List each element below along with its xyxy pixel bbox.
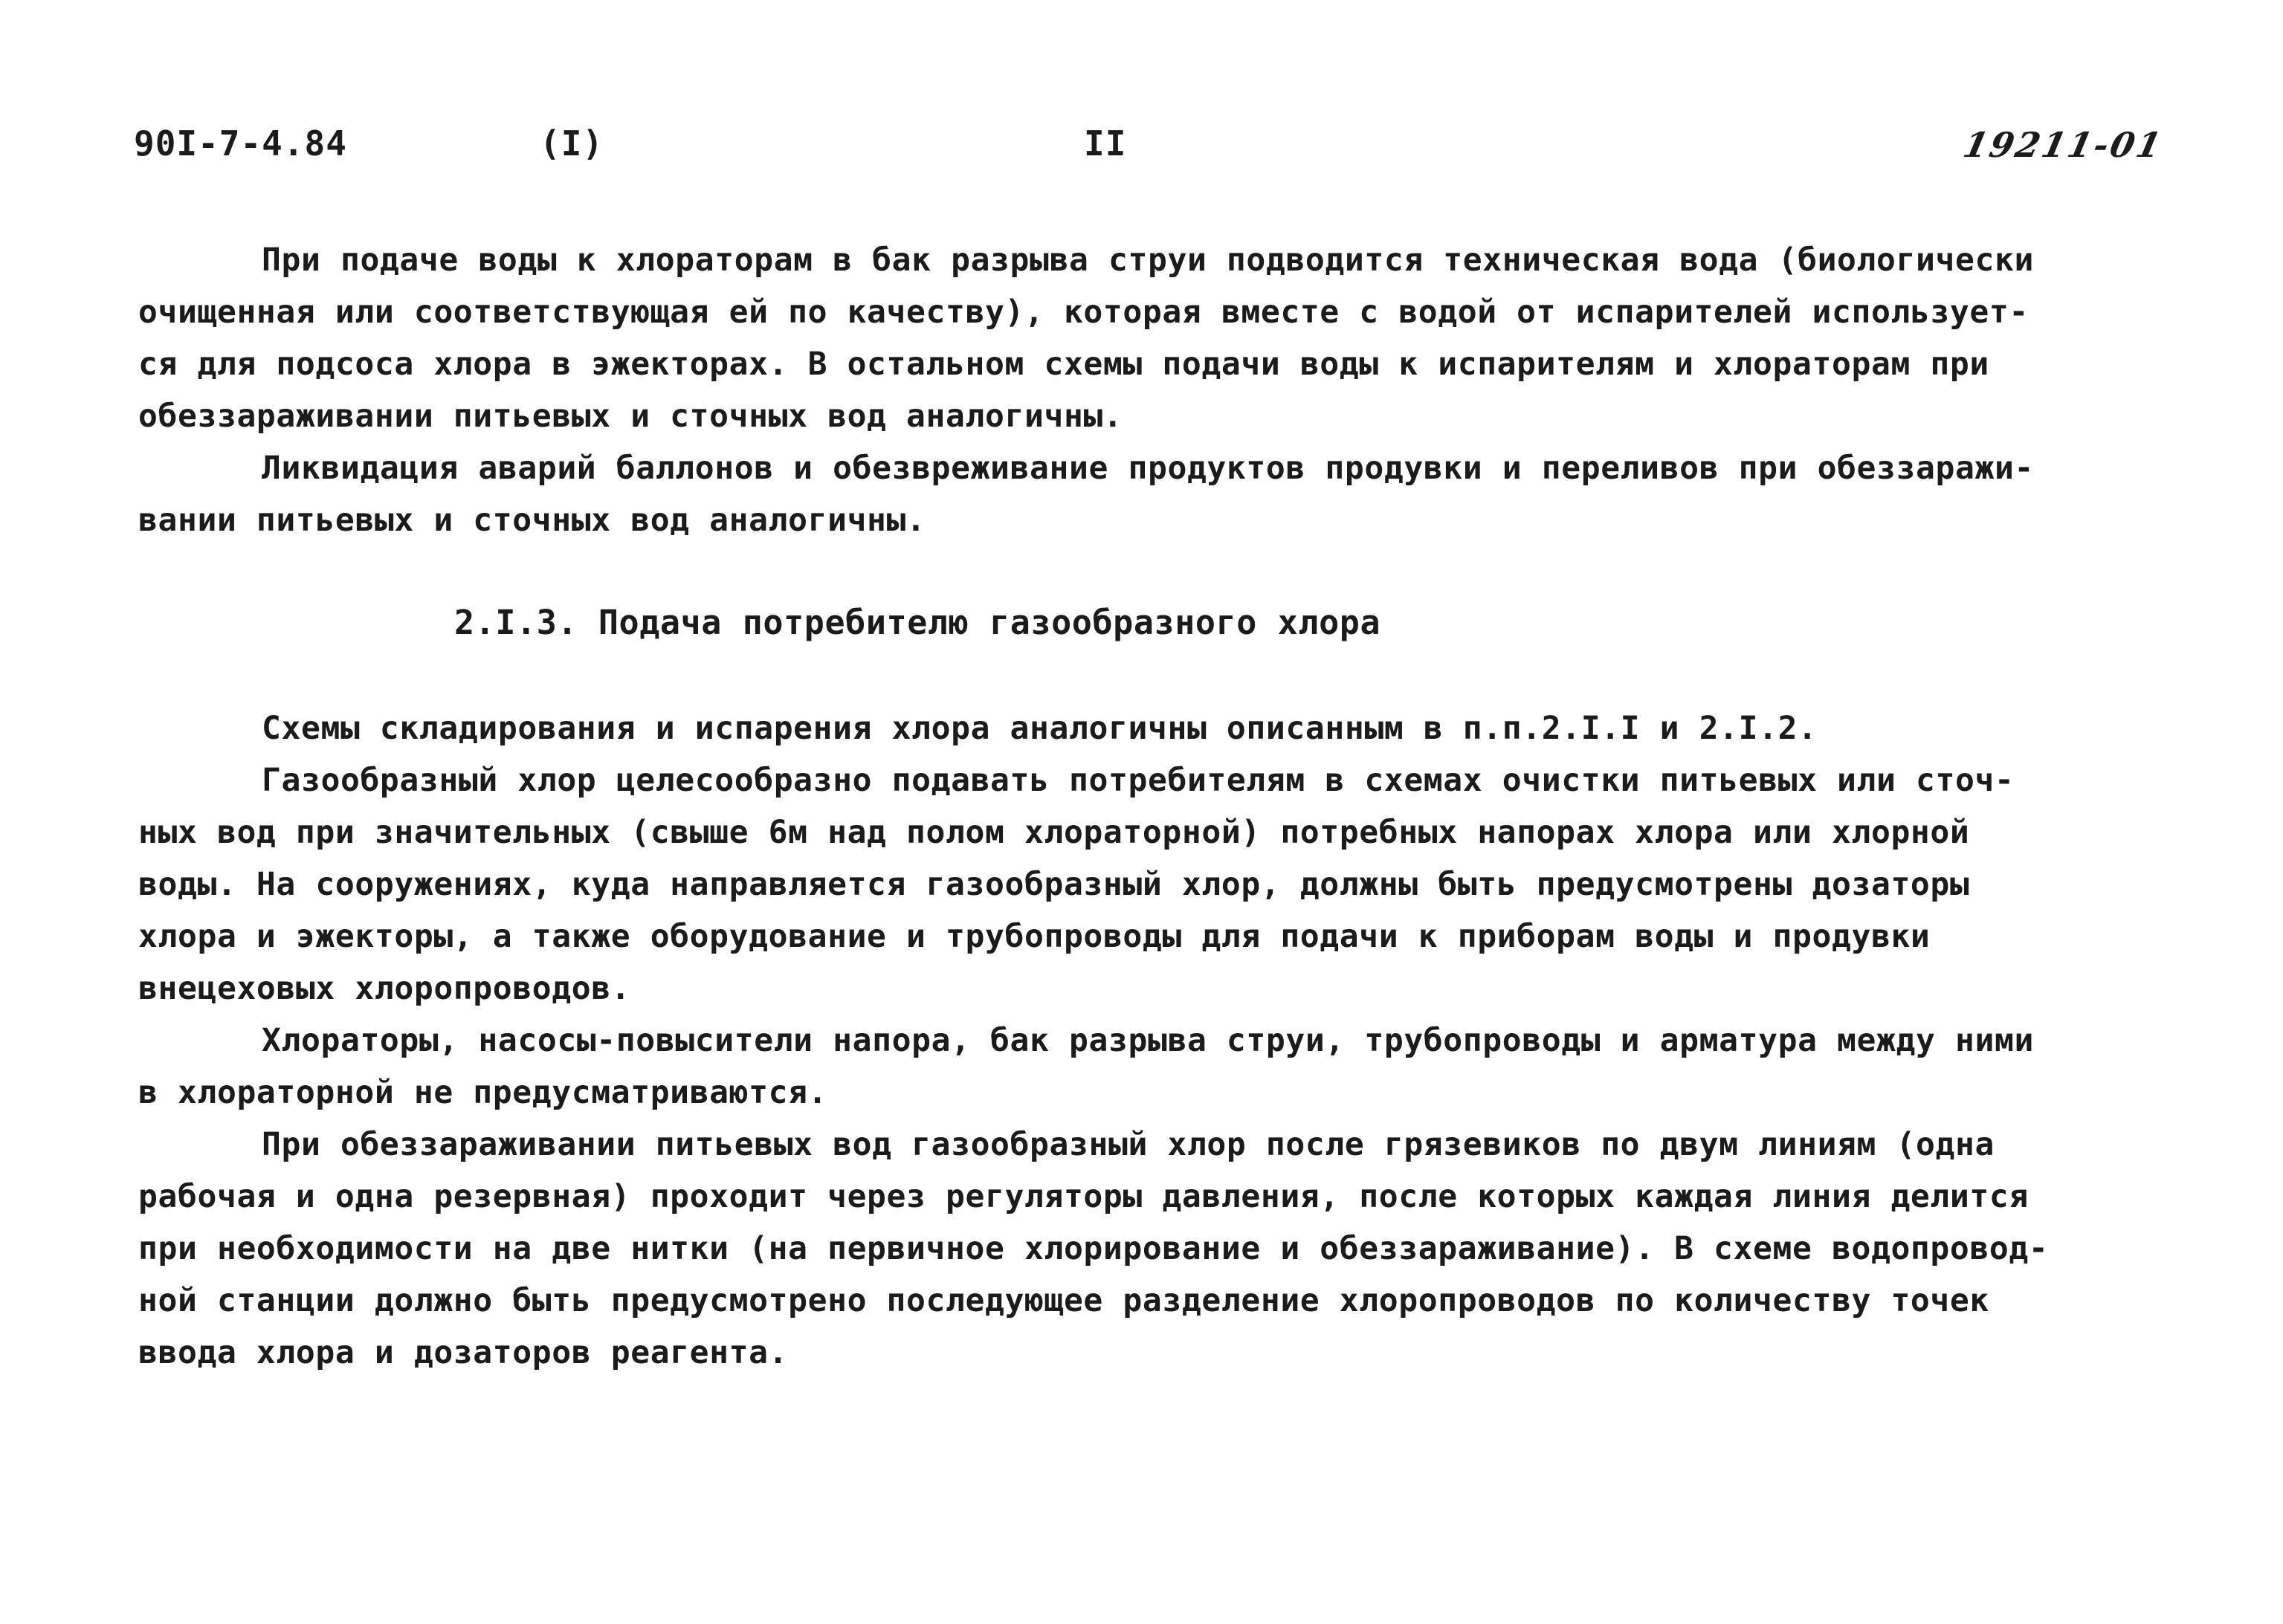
text-line: обеззараживании питьевых и сточных вод аналогичны. (138, 398, 1123, 435)
text-line: Газообразный хлор целесообразно подавать потребителям в схемах очистки питьевых или сточ- (262, 762, 2015, 799)
text-line: при необходимости на две нитки (на первичное хлорирование и обеззараживание). В схеме водопровод- (138, 1230, 2049, 1267)
text-line: внецеховых хлоропроводов. (138, 970, 631, 1007)
text-line: воды. На сооружениях, куда направляется газообразный хлор, должны быть предусмотрены дозаторы (138, 866, 1970, 903)
part-number: (I) (540, 123, 604, 164)
paragraph-block-2 (138, 702, 2175, 1379)
text-line: ввода хлора и дозаторов реагента. (138, 1334, 789, 1371)
text-line: Ликвидация аварий баллонов и обезвреживание продуктов продувки и переливов при обеззаражи- (262, 450, 2034, 487)
text-line: ся для подсоса хлора в эжекторах. В остальном схемы подачи воды к испарителям и хлораторам при (138, 346, 1989, 383)
document-code: 90I-7-4.84 (134, 123, 347, 164)
text-line: ной станции должно быть предусмотрено последующее разделение хлоропроводов по количеству точек (138, 1282, 1989, 1319)
text-line: очищенная или соответствующая ей по качеству), которая вместе с водой от испарителей использует- (138, 294, 2029, 331)
text-line: Хлораторы, насосы-повысители напора, бак разрыва струи, трубопроводы и арматура между ними (262, 1022, 2034, 1059)
text-line: ных вод при значительных (свыше 6м над полом хлораторной) потребных напорах хлора или хлорной (138, 814, 1970, 851)
page-number: II (1084, 123, 1127, 164)
text-line: При подаче воды к хлораторам в бак разрыва струи подводится техническая вода (биологически (262, 242, 2034, 279)
text-line: вании питьевых и сточных вод аналогичны. (138, 502, 926, 539)
text-line: При обеззараживании питьевых вод газообразный хлор после грязевиков по двум линиям (одна (262, 1126, 1995, 1163)
paragraph-block-1 (138, 234, 2175, 546)
text-line: хлора и эжекторы, а также оборудование и трубопроводы для подачи к приборам воды и продувки (138, 918, 1931, 955)
text-line: рабочая и одна резервная) проходит через регуляторы давления, после которых каждая линия делится (138, 1178, 2029, 1215)
handwritten-inventory-number: 19211-01 (1960, 125, 2167, 165)
text-line: в хлораторной не предусматриваются. (138, 1074, 828, 1111)
section-heading: 2.I.3. Подача потребителю газообразного хлора (454, 603, 1381, 642)
text-line: Схемы складирования и испарения хлора аналогичны описанным в п.п.2.I.I и 2.I.2. (262, 710, 1818, 747)
